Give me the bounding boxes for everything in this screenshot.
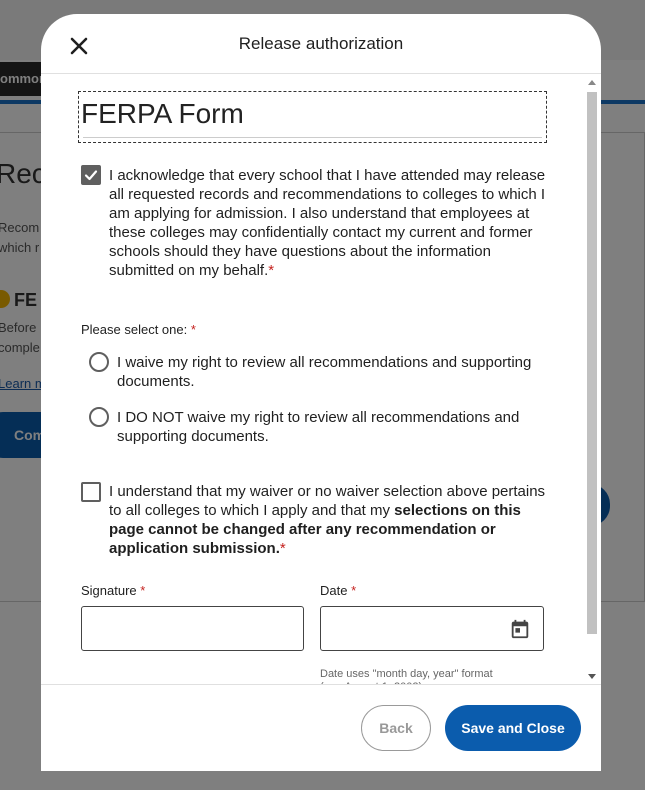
dialog-title: Release authorization: [238, 34, 404, 53]
waive-radio[interactable]: [89, 352, 109, 372]
signature-input[interactable]: [81, 606, 304, 651]
scroll-down-arrow-icon[interactable]: [588, 674, 596, 679]
dialog-header: [41, 14, 601, 74]
form-title-underline: [83, 137, 542, 138]
acknowledge-checkbox[interactable]: [81, 165, 101, 185]
calendar-icon[interactable]: [509, 618, 531, 640]
required-mark: *: [268, 262, 275, 279]
date-label: Date *: [320, 583, 357, 598]
save-and-close-button[interactable]: Save and Close: [445, 705, 581, 751]
date-input[interactable]: [320, 606, 544, 651]
dialog-body[interactable]: [41, 74, 601, 684]
scroll-thumb[interactable]: [587, 92, 597, 634]
signature-label: Signature *: [81, 583, 146, 598]
do-not-waive-radio[interactable]: [89, 407, 109, 427]
select-one-label: Please select one: *: [81, 322, 196, 337]
checkmark-icon: [84, 168, 98, 182]
acknowledge-text: I acknowledge that every school that I have attended may release all requested records and recommendations to colleges to which I am applying for admission. I also understand that employees at these colleges may confidentially contact my current and former schools should they have questions about the information submitted on my behalf.*: [109, 167, 546, 279]
date-format-helper: Date uses "month day, year" format: [320, 668, 493, 680]
understand-checkbox[interactable]: [81, 482, 101, 502]
dialog-scrollbar[interactable]: [585, 76, 599, 684]
form-title-box: [78, 91, 547, 143]
required-mark: *: [190, 322, 196, 337]
do-not-waive-option-label[interactable]: I DO NOT waive my right to review all recommendations and supporting documents.: [117, 409, 520, 445]
dialog-footer: [41, 684, 601, 771]
required-mark: *: [140, 583, 146, 598]
release-authorization-dialog: [41, 14, 601, 771]
understand-text: I understand that my waiver or no waiver selection above pertains to all colleges to which I apply and that my selections on this page cannot be changed after any recommendation or application submission.*: [109, 483, 546, 557]
required-mark: *: [279, 540, 286, 557]
waive-option-label[interactable]: I waive my right to review all recommendations and supporting documents.: [117, 354, 532, 390]
form-title: FERPA Form: [81, 98, 244, 129]
back-button[interactable]: Back: [361, 705, 431, 751]
required-mark: *: [351, 583, 357, 598]
scroll-up-arrow-icon[interactable]: [588, 80, 596, 85]
